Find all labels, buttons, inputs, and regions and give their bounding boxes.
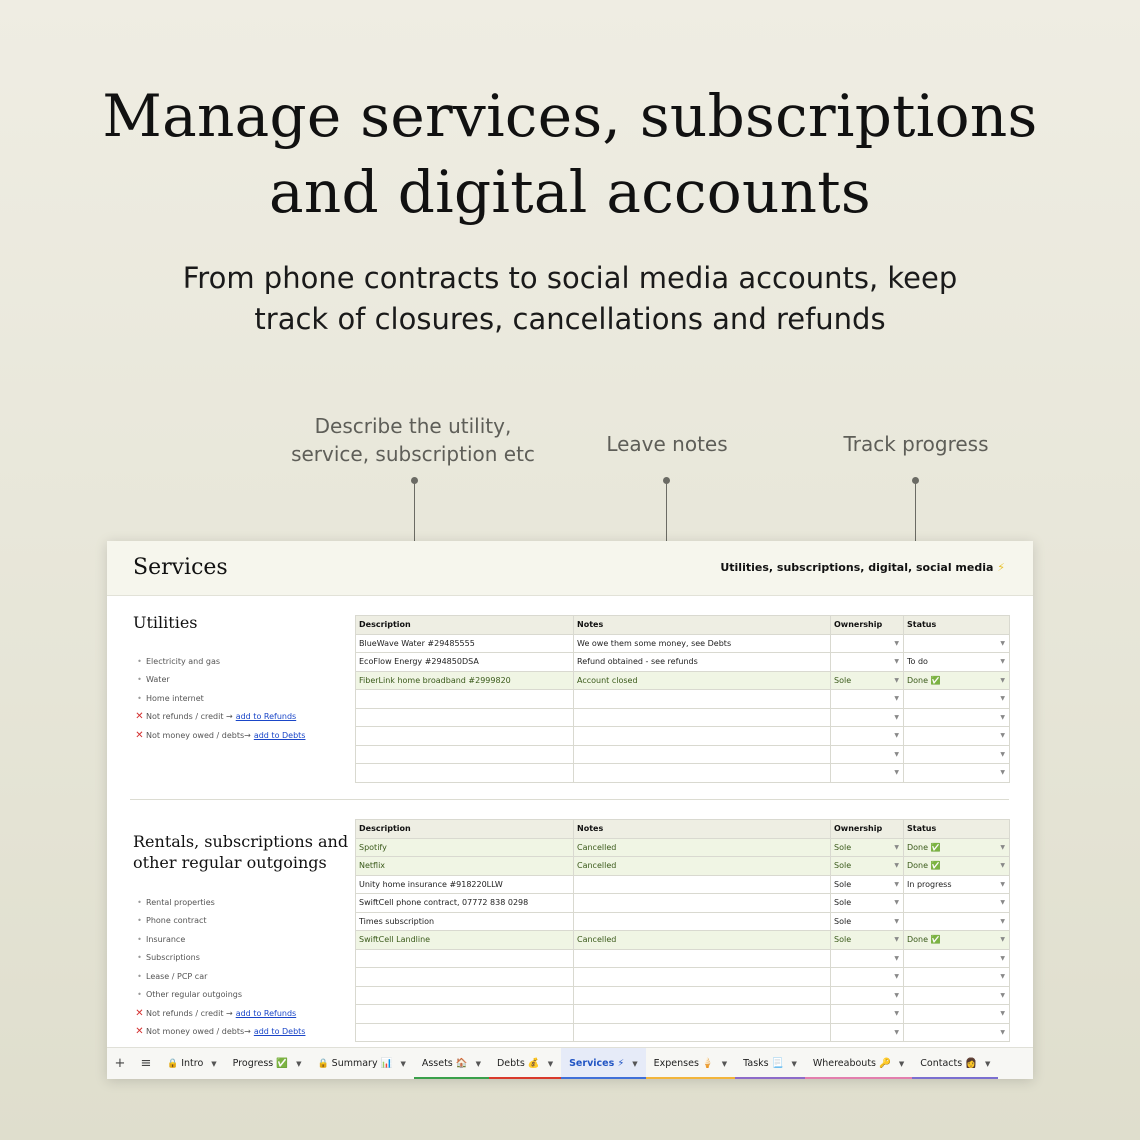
cross-icon: ✕ bbox=[135, 729, 144, 741]
description-cell[interactable] bbox=[356, 671, 574, 690]
lock-icon: 🔒 bbox=[167, 1058, 179, 1069]
ownership-value: Sole bbox=[834, 898, 852, 908]
status-cell[interactable] bbox=[904, 764, 1010, 783]
status-value: Done ✅ bbox=[907, 935, 941, 945]
notes-value: Cancelled bbox=[577, 935, 617, 945]
bullet-icon: • bbox=[137, 693, 142, 703]
headline-line-2: and digital accounts bbox=[269, 158, 871, 226]
utilities-table-row bbox=[356, 671, 1010, 690]
checklist-text: Water bbox=[146, 675, 170, 685]
tab-intro[interactable] bbox=[159, 1048, 225, 1080]
subheadline-line-2: track of closures, cancellations and refunds bbox=[254, 302, 886, 336]
dropdown-arrow-icon[interactable]: ▼ bbox=[1000, 713, 1005, 721]
description-value: Spotify bbox=[359, 842, 387, 852]
tab-label: Contacts 👩 bbox=[920, 1058, 978, 1069]
spreadsheet-window bbox=[107, 541, 1033, 1079]
tab-assets[interactable] bbox=[414, 1048, 489, 1080]
rentals-title-line-1: Rentals, subscriptions and bbox=[133, 832, 349, 851]
checklist-text: Not refunds / credit → bbox=[146, 712, 233, 722]
ownership-cell[interactable] bbox=[831, 708, 904, 727]
rentals-table-row bbox=[356, 931, 1010, 950]
bullet-icon: • bbox=[137, 953, 142, 963]
lock-icon: 🔒 bbox=[317, 1058, 329, 1069]
status-cell[interactable] bbox=[904, 894, 1010, 913]
rentals-checklist-item bbox=[133, 1023, 348, 1042]
description-cell[interactable] bbox=[356, 931, 574, 950]
tab-menu-caret-icon[interactable]: ▼ bbox=[547, 1059, 554, 1068]
utilities-table-row bbox=[356, 708, 1010, 727]
checklist-link[interactable]: add to Debts bbox=[253, 1027, 306, 1037]
rentals-table-row bbox=[356, 875, 1010, 894]
notes-cell[interactable] bbox=[574, 690, 831, 709]
ownership-cell[interactable] bbox=[831, 986, 904, 1005]
cross-icon: ✕ bbox=[135, 1026, 144, 1038]
status-value: In progress bbox=[907, 879, 952, 889]
status-cell[interactable] bbox=[904, 949, 1010, 968]
bullet-icon: • bbox=[137, 971, 142, 981]
rentals-title-line-2: other regular outgoings bbox=[133, 853, 327, 872]
subheadline bbox=[0, 258, 1140, 340]
bullet-icon: • bbox=[137, 990, 142, 1000]
notes-cell[interactable] bbox=[574, 634, 831, 653]
rentals-checklist-item bbox=[133, 930, 348, 949]
ownership-cell[interactable] bbox=[831, 1005, 904, 1024]
dropdown-arrow-icon[interactable]: ▼ bbox=[1000, 862, 1005, 869]
status-cell[interactable] bbox=[904, 875, 1010, 894]
callout-progress: Track progress bbox=[843, 432, 989, 456]
status-cell[interactable] bbox=[904, 1005, 1010, 1024]
dropdown-arrow-icon[interactable]: ▼ bbox=[894, 713, 899, 721]
ownership-cell[interactable] bbox=[831, 838, 904, 857]
tab-services[interactable] bbox=[561, 1048, 646, 1080]
tab-contacts[interactable] bbox=[912, 1048, 998, 1080]
lightning-icon: ⚡ bbox=[997, 561, 1005, 574]
notes-cell[interactable] bbox=[574, 727, 831, 746]
dropdown-arrow-icon[interactable]: ▼ bbox=[1000, 880, 1005, 888]
dropdown-arrow-icon[interactable]: ▼ bbox=[1000, 769, 1005, 776]
subheadline-line-1: From phone contracts to social media accounts, keep bbox=[182, 261, 958, 295]
notes-cell[interactable] bbox=[574, 1005, 831, 1024]
utilities-checklist-item bbox=[133, 726, 348, 745]
description-cell[interactable] bbox=[356, 690, 574, 709]
description-cell[interactable] bbox=[356, 708, 574, 727]
utilities-table-row bbox=[356, 764, 1010, 783]
dropdown-arrow-icon[interactable]: ▼ bbox=[894, 899, 899, 906]
dropdown-arrow-icon[interactable]: ▼ bbox=[1000, 750, 1005, 758]
status-cell[interactable] bbox=[904, 727, 1010, 746]
ownership-value: Sole bbox=[834, 879, 852, 889]
checklist-text: Phone contract bbox=[146, 916, 207, 926]
status-cell[interactable] bbox=[904, 838, 1010, 857]
section-divider bbox=[130, 799, 1009, 800]
column-header-ownership[interactable]: Ownership bbox=[831, 616, 904, 635]
tab-menu-caret-icon[interactable]: ▼ bbox=[721, 1059, 728, 1068]
tab-expenses[interactable] bbox=[646, 1048, 736, 1080]
rentals-table-row bbox=[356, 949, 1010, 968]
column-header-notes[interactable]: Notes bbox=[574, 616, 831, 635]
notes-cell[interactable] bbox=[574, 764, 831, 783]
dropdown-arrow-icon[interactable]: ▼ bbox=[1000, 973, 1005, 980]
checklist-link[interactable]: add to Refunds bbox=[235, 1008, 297, 1018]
dropdown-arrow-icon[interactable]: ▼ bbox=[894, 695, 899, 702]
utilities-checklist-item bbox=[133, 689, 348, 708]
tab-progress[interactable] bbox=[225, 1048, 310, 1080]
ownership-cell[interactable] bbox=[831, 968, 904, 987]
tab-label: Expenses 🍦 bbox=[653, 1058, 714, 1069]
dropdown-arrow-icon[interactable]: ▼ bbox=[894, 862, 899, 869]
description-cell[interactable] bbox=[356, 764, 574, 783]
dropdown-arrow-icon[interactable]: ▼ bbox=[1000, 1010, 1005, 1017]
status-cell[interactable] bbox=[904, 690, 1010, 709]
utilities-checklist-item bbox=[133, 671, 348, 690]
tab-menu-caret-icon[interactable]: ▼ bbox=[475, 1059, 481, 1068]
status-cell[interactable] bbox=[904, 745, 1010, 764]
dropdown-arrow-icon[interactable]: ▼ bbox=[1000, 936, 1005, 943]
tab-label: Progress ✅ bbox=[232, 1058, 289, 1069]
rentals-header-row bbox=[356, 820, 1010, 839]
notes-cell[interactable] bbox=[574, 894, 831, 913]
ownership-value: Sole bbox=[834, 842, 852, 852]
description-cell[interactable] bbox=[356, 968, 574, 987]
callout-describe bbox=[263, 412, 563, 468]
status-value: To do bbox=[907, 657, 928, 667]
cross-icon: ✕ bbox=[135, 1007, 144, 1019]
checklist-text: Not money owed / debts→ bbox=[146, 730, 251, 740]
ownership-cell[interactable] bbox=[831, 875, 904, 894]
notes-cell[interactable] bbox=[574, 968, 831, 987]
ownership-cell[interactable] bbox=[831, 690, 904, 709]
checklist-text: Other regular outgoings bbox=[146, 990, 243, 1000]
tab-label: Whereabouts 🔑 bbox=[812, 1058, 891, 1069]
rentals-title bbox=[133, 831, 348, 873]
sheet-title: Services bbox=[133, 555, 228, 580]
description-cell[interactable] bbox=[356, 727, 574, 746]
tab-color-bar bbox=[561, 1077, 646, 1080]
tab-tasks[interactable] bbox=[735, 1048, 805, 1080]
bullet-icon: • bbox=[137, 656, 142, 666]
bullet-icon: • bbox=[137, 916, 142, 926]
status-value: Done ✅ bbox=[907, 861, 941, 871]
description-cell[interactable] bbox=[356, 838, 574, 857]
description-cell[interactable] bbox=[356, 949, 574, 968]
tab-color-bar bbox=[646, 1077, 736, 1080]
dropdown-arrow-icon[interactable]: ▼ bbox=[894, 1010, 899, 1017]
description-value: EcoFlow Energy #294850DSA bbox=[359, 657, 479, 667]
checklist-link[interactable]: add to Refunds bbox=[235, 712, 297, 722]
sheet-subtitle-text: Utilities, subscriptions, digital, social media bbox=[720, 561, 994, 574]
utilities-table-row bbox=[356, 690, 1010, 709]
callout-describe-line-2: service, subscription etc bbox=[291, 442, 535, 466]
dropdown-arrow-icon[interactable]: ▼ bbox=[1000, 639, 1005, 647]
description-value: Times subscription bbox=[359, 916, 435, 926]
ownership-value: Sole bbox=[834, 935, 852, 945]
rentals-table-row bbox=[356, 1023, 1010, 1042]
checklist-text: Not money owed / debts→ bbox=[146, 1027, 251, 1037]
notes-cell[interactable] bbox=[574, 857, 831, 876]
description-value: FiberLink home broadband #2999820 bbox=[359, 675, 511, 685]
notes-cell[interactable] bbox=[574, 745, 831, 764]
description-cell[interactable] bbox=[356, 634, 574, 653]
column-header-description[interactable]: Description bbox=[356, 820, 574, 839]
dropdown-arrow-icon[interactable]: ▼ bbox=[894, 880, 899, 888]
rentals-table-row bbox=[356, 857, 1010, 876]
status-cell[interactable] bbox=[904, 968, 1010, 987]
rentals-checklist-item bbox=[133, 986, 348, 1005]
headline bbox=[0, 78, 1140, 230]
tab-color-bar bbox=[735, 1077, 805, 1080]
notes-value: We owe them some money, see Debts bbox=[577, 638, 732, 648]
tab-color-bar bbox=[912, 1077, 998, 1080]
ownership-cell[interactable] bbox=[831, 912, 904, 931]
tab-summary[interactable] bbox=[309, 1048, 413, 1080]
ownership-cell[interactable] bbox=[831, 764, 904, 783]
utilities-checklist-item bbox=[133, 708, 348, 727]
dropdown-arrow-icon[interactable]: ▼ bbox=[1000, 1028, 1005, 1036]
dropdown-arrow-icon[interactable]: ▼ bbox=[894, 917, 899, 925]
dropdown-arrow-icon[interactable]: ▼ bbox=[894, 843, 899, 851]
ownership-value: Sole bbox=[834, 675, 852, 685]
utilities-table-row bbox=[356, 727, 1010, 746]
utilities-checklist-item bbox=[133, 652, 348, 671]
notes-value: Account closed bbox=[577, 675, 638, 685]
status-cell[interactable] bbox=[904, 857, 1010, 876]
rentals-table-row bbox=[356, 912, 1010, 931]
dropdown-arrow-icon[interactable]: ▼ bbox=[1000, 658, 1005, 665]
description-cell[interactable] bbox=[356, 1023, 574, 1042]
dropdown-arrow-icon[interactable]: ▼ bbox=[1000, 843, 1005, 851]
description-value: Netflix bbox=[359, 861, 386, 871]
status-cell[interactable] bbox=[904, 931, 1010, 950]
tab-menu-caret-icon[interactable]: ▼ bbox=[632, 1059, 638, 1068]
tab-label: Assets 🏠 bbox=[421, 1058, 468, 1069]
ownership-cell[interactable] bbox=[831, 894, 904, 913]
utilities-table-row bbox=[356, 653, 1010, 672]
rentals-checklist-item bbox=[133, 967, 348, 986]
callout-notes: Leave notes bbox=[606, 432, 728, 456]
dropdown-arrow-icon[interactable]: ▼ bbox=[1000, 991, 1005, 999]
ownership-cell[interactable] bbox=[831, 931, 904, 950]
tab-menu-caret-icon[interactable]: ▼ bbox=[296, 1059, 302, 1068]
notes-cell[interactable] bbox=[574, 931, 831, 950]
status-cell[interactable] bbox=[904, 708, 1010, 727]
bullet-icon: • bbox=[137, 675, 142, 685]
tab-debts[interactable] bbox=[489, 1048, 561, 1080]
description-cell[interactable] bbox=[356, 1005, 574, 1024]
dropdown-arrow-icon[interactable]: ▼ bbox=[894, 769, 899, 776]
dropdown-arrow-icon[interactable]: ▼ bbox=[1000, 899, 1005, 906]
all-sheets-menu-button[interactable]: ≡ bbox=[140, 1056, 152, 1071]
utilities-checklist bbox=[133, 652, 348, 745]
rentals-table-row bbox=[356, 986, 1010, 1005]
status-cell[interactable] bbox=[904, 671, 1010, 690]
notes-cell[interactable] bbox=[574, 1023, 831, 1042]
tab-menu-caret-icon[interactable]: ▼ bbox=[985, 1059, 991, 1068]
rentals-table-row bbox=[356, 894, 1010, 913]
cross-icon: ✕ bbox=[135, 711, 144, 723]
sheet-subtitle bbox=[720, 561, 1005, 574]
dropdown-arrow-icon[interactable]: ▼ bbox=[894, 750, 899, 758]
rentals-checklist-item bbox=[133, 893, 348, 912]
notes-value: Cancelled bbox=[577, 861, 617, 871]
notes-cell[interactable] bbox=[574, 708, 831, 727]
utilities-title: Utilities bbox=[133, 613, 198, 632]
description-cell[interactable] bbox=[356, 857, 574, 876]
checklist-text: Insurance bbox=[146, 934, 186, 944]
description-cell[interactable] bbox=[356, 912, 574, 931]
notes-cell[interactable] bbox=[574, 838, 831, 857]
tab-color-bar bbox=[805, 1077, 912, 1080]
add-sheet-button[interactable]: + bbox=[114, 1056, 126, 1071]
notes-cell[interactable] bbox=[574, 949, 831, 968]
checklist-text: Home internet bbox=[146, 693, 204, 703]
status-cell[interactable] bbox=[904, 986, 1010, 1005]
dropdown-arrow-icon[interactable]: ▼ bbox=[1000, 695, 1005, 702]
description-cell[interactable] bbox=[356, 745, 574, 764]
column-header-ownership[interactable]: Ownership bbox=[831, 820, 904, 839]
rentals-table-row bbox=[356, 838, 1010, 857]
rentals-table bbox=[355, 819, 1010, 1042]
dropdown-arrow-icon[interactable]: ▼ bbox=[894, 954, 899, 962]
tab-color-bar bbox=[414, 1077, 489, 1080]
column-header-notes[interactable]: Notes bbox=[574, 820, 831, 839]
dropdown-arrow-icon[interactable]: ▼ bbox=[894, 676, 899, 684]
notes-value: Refund obtained - see refunds bbox=[577, 657, 698, 667]
status-cell[interactable] bbox=[904, 653, 1010, 672]
utilities-header-row bbox=[356, 616, 1010, 635]
dropdown-arrow-icon[interactable]: ▼ bbox=[1000, 676, 1005, 684]
ownership-cell[interactable] bbox=[831, 727, 904, 746]
sheet-tab-bar bbox=[107, 1047, 1033, 1079]
notes-cell[interactable] bbox=[574, 671, 831, 690]
bullet-icon: • bbox=[137, 934, 142, 944]
dropdown-arrow-icon[interactable]: ▼ bbox=[894, 732, 899, 739]
sheet-header bbox=[107, 541, 1033, 596]
utilities-table-row bbox=[356, 745, 1010, 764]
ownership-value: Sole bbox=[834, 916, 852, 926]
dropdown-arrow-icon[interactable]: ▼ bbox=[1000, 917, 1005, 925]
column-header-description[interactable]: Description bbox=[356, 616, 574, 635]
tab-menu-caret-icon[interactable]: ▼ bbox=[211, 1059, 217, 1068]
dropdown-arrow-icon[interactable]: ▼ bbox=[1000, 732, 1005, 739]
notes-cell[interactable] bbox=[574, 986, 831, 1005]
tab-whereabouts[interactable] bbox=[805, 1048, 912, 1080]
description-value: BlueWave Water #29485555 bbox=[359, 638, 475, 648]
checklist-text: Not refunds / credit → bbox=[146, 1008, 233, 1018]
description-cell[interactable] bbox=[356, 894, 574, 913]
bullet-icon: • bbox=[137, 897, 142, 907]
callout-describe-line-1: Describe the utility, bbox=[314, 414, 512, 438]
description-cell[interactable] bbox=[356, 653, 574, 672]
dropdown-arrow-icon[interactable]: ▼ bbox=[894, 973, 899, 980]
ownership-cell[interactable] bbox=[831, 745, 904, 764]
checklist-text: Rental properties bbox=[146, 897, 215, 907]
ownership-cell[interactable] bbox=[831, 653, 904, 672]
dropdown-arrow-icon[interactable]: ▼ bbox=[1000, 954, 1005, 962]
headline-line-1: Manage services, subscriptions bbox=[102, 82, 1038, 150]
status-cell[interactable] bbox=[904, 912, 1010, 931]
description-cell[interactable] bbox=[356, 986, 574, 1005]
tab-menu-caret-icon[interactable]: ▼ bbox=[400, 1059, 406, 1068]
ownership-cell[interactable] bbox=[831, 671, 904, 690]
tab-color-bar bbox=[489, 1077, 561, 1080]
description-cell[interactable] bbox=[356, 875, 574, 894]
tab-menu-caret-icon[interactable]: ▼ bbox=[791, 1059, 797, 1068]
status-cell[interactable] bbox=[904, 634, 1010, 653]
column-header-status[interactable]: Status bbox=[904, 820, 1010, 839]
dropdown-arrow-icon[interactable]: ▼ bbox=[894, 936, 899, 943]
notes-cell[interactable] bbox=[574, 653, 831, 672]
dropdown-arrow-icon[interactable]: ▼ bbox=[894, 1028, 899, 1036]
tab-label: Tasks 📃 bbox=[743, 1058, 784, 1069]
status-value: Done ✅ bbox=[907, 842, 941, 852]
ownership-value: Sole bbox=[834, 861, 852, 871]
rentals-checklist-item bbox=[133, 912, 348, 931]
rentals-table-row bbox=[356, 1005, 1010, 1024]
ownership-cell[interactable] bbox=[831, 857, 904, 876]
utilities-table bbox=[355, 615, 1010, 783]
notes-cell[interactable] bbox=[574, 912, 831, 931]
ownership-cell[interactable] bbox=[831, 949, 904, 968]
tab-label: Services ⚡ bbox=[569, 1058, 625, 1069]
rentals-checklist-item bbox=[133, 1004, 348, 1023]
description-value: SwiftCell phone contract, 07772 838 0298 bbox=[359, 898, 529, 908]
checklist-text: Subscriptions bbox=[146, 953, 200, 963]
description-value: SwiftCell Landline bbox=[359, 935, 431, 945]
tab-label: Debts 💰 bbox=[496, 1058, 540, 1069]
ownership-cell[interactable] bbox=[831, 634, 904, 653]
ownership-cell[interactable] bbox=[831, 1023, 904, 1042]
column-header-status[interactable]: Status bbox=[904, 616, 1010, 635]
utilities-table-row bbox=[356, 634, 1010, 653]
checklist-text: Electricity and gas bbox=[146, 656, 221, 666]
tab-menu-caret-icon[interactable]: ▼ bbox=[898, 1059, 905, 1068]
checklist-link[interactable]: add to Debts bbox=[253, 730, 306, 740]
description-value: Unity home insurance #918220LLW bbox=[359, 879, 503, 889]
tab-label: Summary 📊 bbox=[331, 1058, 393, 1069]
dropdown-arrow-icon[interactable]: ▼ bbox=[894, 991, 899, 999]
rentals-table-row bbox=[356, 968, 1010, 987]
status-value: Done ✅ bbox=[907, 675, 941, 685]
dropdown-arrow-icon[interactable]: ▼ bbox=[894, 639, 899, 647]
dropdown-arrow-icon[interactable]: ▼ bbox=[894, 658, 899, 665]
rentals-checklist-item bbox=[133, 949, 348, 968]
checklist-text: Lease / PCP car bbox=[146, 971, 208, 981]
notes-cell[interactable] bbox=[574, 875, 831, 894]
status-cell[interactable] bbox=[904, 1023, 1010, 1042]
notes-value: Cancelled bbox=[577, 842, 617, 852]
tab-label: Intro bbox=[181, 1058, 204, 1069]
rentals-checklist bbox=[133, 893, 348, 1041]
